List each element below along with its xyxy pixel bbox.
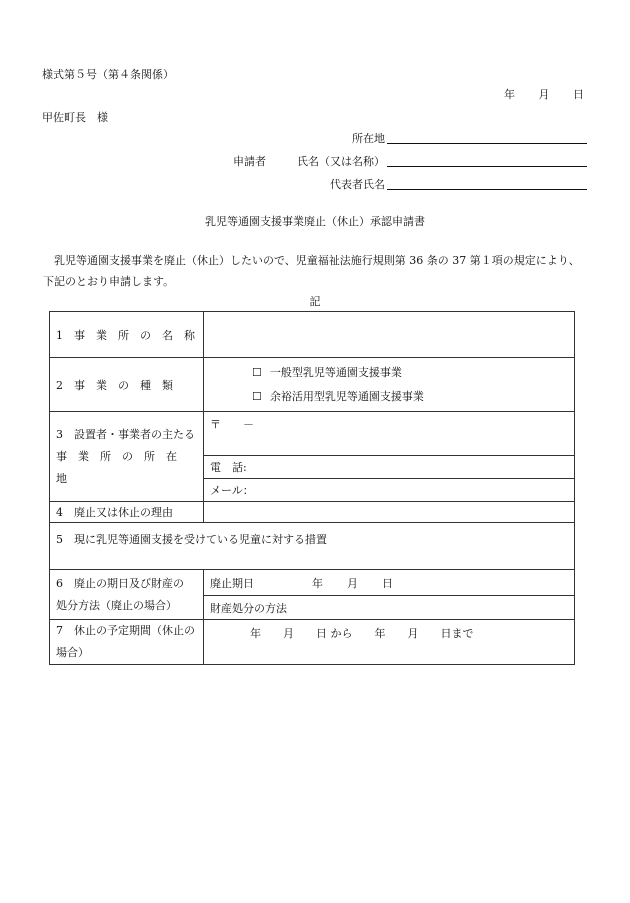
- main-office-address-label: [50, 412, 204, 502]
- suspension-label-line1: 7 休止の予定期間（休止の: [56, 624, 195, 637]
- suspension-label: [50, 620, 204, 665]
- ki-heading: 記: [309, 295, 321, 308]
- applicant-title: 申請者: [233, 155, 266, 168]
- office-name-label: 1 事 業 所 の 名 称: [50, 312, 204, 358]
- row-business-type: [50, 358, 575, 412]
- date-line: [500, 86, 584, 102]
- body-text: 乳児等通園支援事業を廃止（休止）したいので、児童福祉法施行規則第 36 条の 37 第１項の規定により、下記のとおり申請します。: [43, 254, 580, 288]
- addressee: 甲佐町長 様: [42, 111, 108, 124]
- option-surplus-label: 余裕活用型乳児等通園支援事業: [269, 389, 424, 403]
- abolition-month: 月: [347, 576, 358, 590]
- date-day: 日: [573, 88, 584, 101]
- reason-label: 4 廃止又は休止の理由: [50, 502, 204, 523]
- business-type-options: [204, 358, 575, 412]
- abolition-label-line1: 6 廃止の期日及び財産の: [56, 576, 184, 590]
- property-disposal-field[interactable]: 財産処分の方法: [204, 596, 575, 620]
- business-type-label: 2 事 業 の 種 類: [50, 358, 204, 412]
- row-suspension-period: [50, 620, 575, 665]
- row-abolition-date: [50, 570, 575, 596]
- row-reason: [50, 502, 575, 523]
- date-month: 月: [538, 88, 550, 101]
- phone-field[interactable]: 電 話:: [204, 456, 575, 479]
- main-office-address-label-line2: 事 業 所 の 所 在 地: [56, 449, 188, 485]
- checkbox-icon[interactable]: ☐: [252, 365, 262, 379]
- email-field[interactable]: メール：: [204, 479, 575, 502]
- date-year: 年: [504, 88, 515, 101]
- abolition-year: 年: [312, 576, 323, 590]
- reason-value[interactable]: [204, 502, 575, 523]
- document-title: 乳児等通園支援事業廃止（休止）承認申請書: [205, 215, 425, 228]
- address-label: 所在地: [352, 132, 385, 145]
- application-table: [49, 311, 575, 665]
- address-line[interactable]: [387, 143, 587, 144]
- name-row: [0, 153, 630, 169]
- abolition-label-line2: 処分方法（廃止の場合）: [56, 598, 177, 612]
- row-office-name: [50, 312, 575, 358]
- option-general-label: 一般型乳児等通園支援事業: [269, 365, 402, 379]
- abolition-date-field[interactable]: [204, 570, 575, 596]
- row-address-postal: [50, 412, 575, 456]
- suspension-label-line2: 場合）: [56, 646, 89, 659]
- representative-line[interactable]: [387, 189, 587, 190]
- option-general[interactable]: [210, 361, 568, 385]
- abolition-day: 日: [382, 576, 393, 590]
- option-surplus[interactable]: [210, 385, 568, 409]
- address-row: [0, 130, 630, 146]
- main-office-address-label-line1: 3 設置者・事業者の主たる: [56, 427, 195, 441]
- abolition-label: [50, 570, 204, 620]
- suspension-period-field[interactable]: 年 月 日 から 年 月 日まで: [204, 620, 575, 665]
- postal-code-field[interactable]: 〒 －: [204, 412, 575, 456]
- abolition-date-label: 廃止期日: [210, 576, 254, 590]
- office-name-value[interactable]: [204, 312, 575, 358]
- measures-cell[interactable]: 5 現に乳児等通園支援を受けている児童に対する措置: [50, 523, 575, 570]
- checkbox-icon[interactable]: ☐: [252, 389, 262, 403]
- name-line[interactable]: [387, 166, 587, 167]
- representative-row: [0, 176, 630, 192]
- representative-label: 代表者氏名: [330, 178, 385, 191]
- name-label: 氏名（又は名称）: [297, 155, 385, 168]
- form-number: 様式第５号（第４条関係）: [42, 68, 174, 81]
- row-measures: [50, 523, 575, 570]
